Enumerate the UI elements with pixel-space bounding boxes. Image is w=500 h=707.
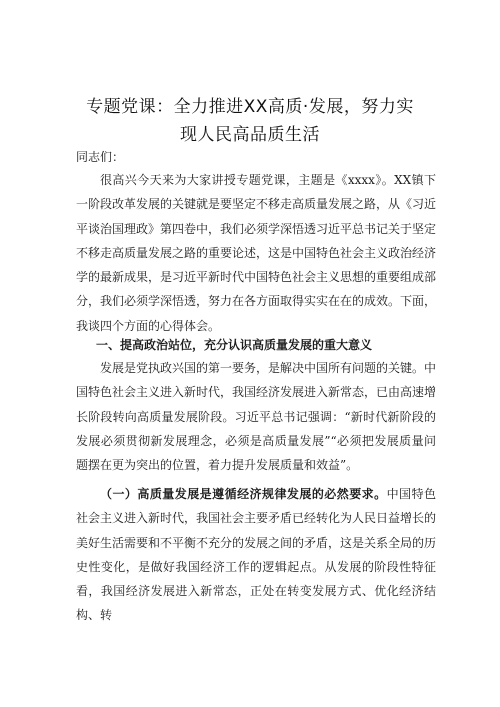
subsection-1-body: 中国特色社会主义进入新时代，我国社会主要矛盾已经转化为人民日益增长的美好生活需要和不平衡不充分的发展之间的矛盾，这是关系全局的历史性变化，是做好我国经济工作的逻辑起点。从发展的阶段性特征看，我国经济发展进入新常态，正处在转变发展方式、优化经济结构、转	[76, 487, 437, 623]
salutation: 同志们：	[76, 150, 125, 164]
section-heading-1: 一、提高政治站位，充分认识高质量发展的重大意义	[96, 338, 373, 352]
paragraph-intro-text: 很高兴今天来为大家讲授专题党课，主题是《xxxx》。XX镇下一阶段改革发展的关键就是要坚定不移走高质量发展之路，从《习近平谈治国理政》第四卷中，我们必须学深悟透习近平总书记关于坚定不移走高质量发展之路的重要论述，这是中国特色社会主义政治经济学的最新成果，是习近平新时代中国特色社会主义思想的重要组成部分，我们必须学深悟透，努力在各方面取得实实在在的成效。下面，我谈四个方面的心得体会。	[76, 173, 437, 333]
paragraph-section-1	[76, 356, 436, 477]
document-title-line-1: 专题党课：全力推进XX高质·发展，努力实	[86, 97, 414, 117]
paragraph-section-1-text: 发展是党执政兴国的第一要务，是解决中国所有问题的关键。中国特色社会主义进入新时代，我国经济发展进入新常态，已由高速增长阶段转向高质量发展阶段。习近平总书记强调：“新时代新阶段的发展必须贯彻新发展理念，必须是高质量发展”“必须把发展质量问题摆在更为突出的位置，着力提升发展质量和效益”。	[76, 361, 437, 473]
subsection-1-heading: （一）高质量发展是遵循经济规律发展的必然要求。	[100, 487, 387, 501]
paragraph-subsection-1-text	[76, 482, 436, 628]
document-title-line-2: 现人民高品质生活	[180, 125, 320, 145]
paragraph-intro	[76, 168, 436, 338]
paragraph-subsection-1	[76, 482, 436, 628]
